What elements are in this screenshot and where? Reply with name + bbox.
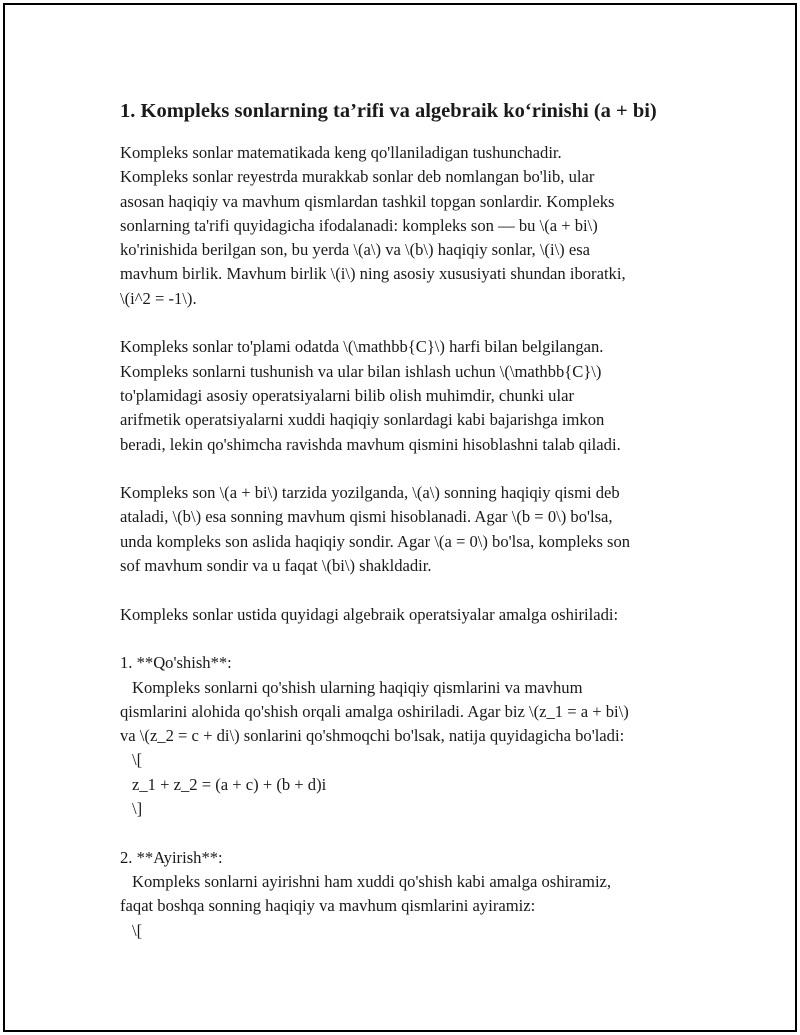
text-line: ko'rinishida berilgan son, bu yerda \(a\) va \(b\) haqiqiy sonlar, \(i\) esa <box>120 240 591 260</box>
text-line: beradi, lekin qo'shimcha ravishda mavhum qismini hisoblashni talab qiladi. <box>120 434 621 454</box>
text-line: Kompleks sonlarni ayirishni ham xuddi qo'shish kabi amalga oshiramiz, <box>132 871 612 891</box>
text-line: Kompleks sonlar reyestrda murakkab sonlar deb nomlangan bo'lib, ular <box>120 167 595 187</box>
list-heading: 1. **Qo'shish**: <box>120 653 232 673</box>
math-line: \[ <box>132 920 143 940</box>
section-title: 1. Kompleks sonlarning ta’rifi va algebraik ko‘rinishi (a + bi) <box>120 100 657 122</box>
paragraph-operations-intro <box>120 603 695 627</box>
list-item-subtraction <box>120 846 695 943</box>
text-line: Kompleks son \(a + bi\) tarzida yozilganda, \(a\) sonning haqiqiy qismi deb <box>120 483 620 503</box>
text-line: sonlarning ta'rifi quyidagicha ifodalanadi: kompleks son — bu \(a + bi\) <box>120 215 598 235</box>
text-line: Kompleks sonlarni tushunish va ular bilan ishlash uchun \(\mathbb{C}\) <box>120 361 602 381</box>
text-line: faqat boshqa sonning haqiqiy va mavhum qismlarini ayiramiz: <box>120 896 536 916</box>
text-line: unda kompleks son aslida haqiqiy sondir. Agar \(a = 0\) bo'lsa, kompleks son <box>120 531 631 551</box>
list-item-addition <box>120 651 695 821</box>
text-line: arifmetik operatsiyalarni xuddi haqiqiy sonlardagi kabi bajarishga imkon <box>120 410 605 430</box>
document-content <box>120 97 695 967</box>
list-heading: 2. **Ayirish**: <box>120 847 223 867</box>
text-line: sof mavhum sondir va u faqat \(bi\) shakldadir. <box>120 556 432 576</box>
math-line: \] <box>132 799 143 819</box>
document-page <box>3 3 797 1032</box>
text-line: Kompleks sonlar ustida quyidagi algebraik operatsiyalar amalga oshiriladi: <box>120 604 619 624</box>
text-line: qismlarini alohida qo'shish orqali amalga oshiriladi. Agar biz \(z_1 = a + bi\) <box>120 701 629 721</box>
text-line: va \(z_2 = c + di\) sonlarini qo'shmoqchi bo'lsak, natija quyidagicha bo'ladi: <box>120 726 625 746</box>
paragraph-complex-set <box>120 335 695 456</box>
paragraph-definition <box>120 141 695 311</box>
text-line: ataladi, \(b\) esa sonning mavhum qismi hisoblanadi. Agar \(b = 0\) bo'lsa, <box>120 507 613 527</box>
text-line: Kompleks sonlar to'plami odatda \(\mathbb{C}\) harfi bilan belgilangan. <box>120 337 604 357</box>
text-line: to'plamidagi asosiy operatsiyalarni bilib olish muhimdir, chunki ular <box>120 385 574 405</box>
text-line: mavhum birlik. Mavhum birlik \(i\) ning asosiy xususiyati shundan iboratki, <box>120 264 626 284</box>
text-line: asosan haqiqiy va mavhum qismlardan tashkil topgan sonlardir. Kompleks <box>120 191 615 211</box>
paragraph-real-imaginary <box>120 481 695 578</box>
math-line: \[ <box>132 750 143 770</box>
math-line: z_1 + z_2 = (a + c) + (b + d)i <box>132 774 327 794</box>
text-line: Kompleks sonlar matematikada keng qo'llaniladigan tushunchadir. <box>120 143 562 162</box>
text-line: \(i^2 = -1\). <box>120 288 197 308</box>
text-line: Kompleks sonlarni qo'shish ularning haqiqiy qismlarini va mavhum <box>132 677 583 697</box>
